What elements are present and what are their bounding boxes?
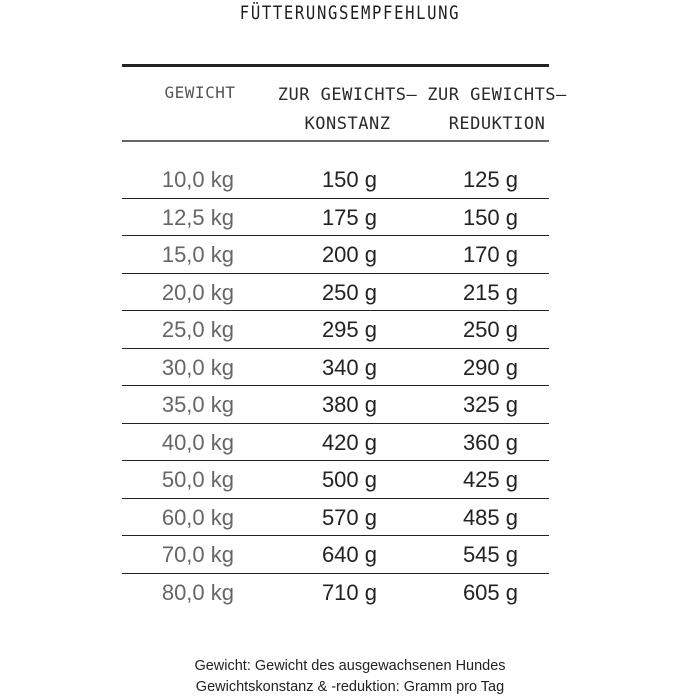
table-row (122, 499, 549, 537)
table-row (122, 274, 549, 312)
cell-weight: 40,0 kg (161, 429, 234, 455)
cell-konstanz: 175 g (321, 204, 377, 230)
cell-reduktion: 125 g (462, 167, 518, 192)
cell-weight: 25,0 kg (161, 317, 234, 342)
cell-weight: 80,0 kg (161, 579, 234, 605)
footnote-units: Gewichtskonstanz & -reduktion: Gramm pro Tag (195, 679, 505, 695)
cell-konstanz: 340 g (321, 354, 377, 380)
cell-weight: 15,0 kg (161, 242, 234, 267)
cell-konstanz: 640 g (321, 542, 377, 567)
cell-konstanz: 710 g (321, 579, 377, 605)
cell-reduktion: 325 g (462, 392, 518, 417)
cell-weight: 60,0 kg (161, 504, 234, 530)
cell-reduktion: 425 g (462, 467, 518, 492)
page-title: FÜTTERUNGSEMPFEHLUNG (239, 2, 461, 24)
cell-konstanz: 500 g (321, 467, 377, 492)
cell-reduktion: 215 g (462, 279, 518, 305)
cell-weight: 10,0 kg (161, 167, 234, 192)
cell-weight: 12,5 kg (161, 204, 234, 230)
table-row (122, 574, 549, 612)
header-reduktion-line2: REDUKTION (448, 114, 546, 134)
header-weight: GEWICHT (164, 83, 236, 102)
cell-reduktion: 605 g (462, 579, 518, 605)
cell-reduktion: 250 g (462, 317, 518, 342)
cell-weight: 70,0 kg (161, 542, 234, 567)
footnote (0, 656, 700, 698)
cell-reduktion: 545 g (462, 542, 518, 567)
cell-reduktion: 360 g (462, 429, 518, 455)
cell-weight: 50,0 kg (161, 467, 234, 492)
cell-reduktion: 290 g (462, 354, 518, 380)
table-row (122, 199, 549, 237)
cell-konstanz: 150 g (321, 167, 377, 192)
table-row (122, 461, 549, 499)
header-konstanz-line2: KONSTANZ (304, 114, 391, 134)
footnote-weight: Gewicht: Gewicht des ausgewachsenen Hundes (194, 658, 506, 674)
cell-konstanz: 200 g (321, 242, 377, 267)
table-row (122, 349, 549, 387)
table-top-rule (122, 64, 549, 67)
table-row (122, 311, 549, 349)
cell-reduktion: 170 g (462, 242, 518, 267)
feeding-table-body (122, 161, 549, 611)
table-row (122, 236, 549, 274)
cell-weight: 20,0 kg (161, 279, 234, 305)
header-konstanz-line1: ZUR GEWICHTS– (277, 85, 418, 105)
table-row (122, 161, 549, 199)
cell-weight: 35,0 kg (161, 392, 234, 417)
cell-konstanz: 380 g (321, 392, 377, 417)
table-row (122, 386, 549, 424)
cell-konstanz: 295 g (321, 317, 377, 342)
table-row (122, 536, 549, 574)
cell-weight: 30,0 kg (161, 354, 234, 380)
table-header-rule (122, 140, 549, 142)
table-row (122, 424, 549, 462)
cell-reduktion: 485 g (462, 504, 518, 530)
header-reduktion (422, 81, 572, 139)
header-reduktion-line1: ZUR GEWICHTS– (427, 85, 567, 105)
cell-konstanz: 570 g (321, 504, 377, 530)
cell-konstanz: 420 g (321, 429, 377, 455)
header-konstanz (275, 81, 420, 139)
cell-konstanz: 250 g (321, 279, 377, 305)
cell-reduktion: 150 g (462, 204, 518, 230)
